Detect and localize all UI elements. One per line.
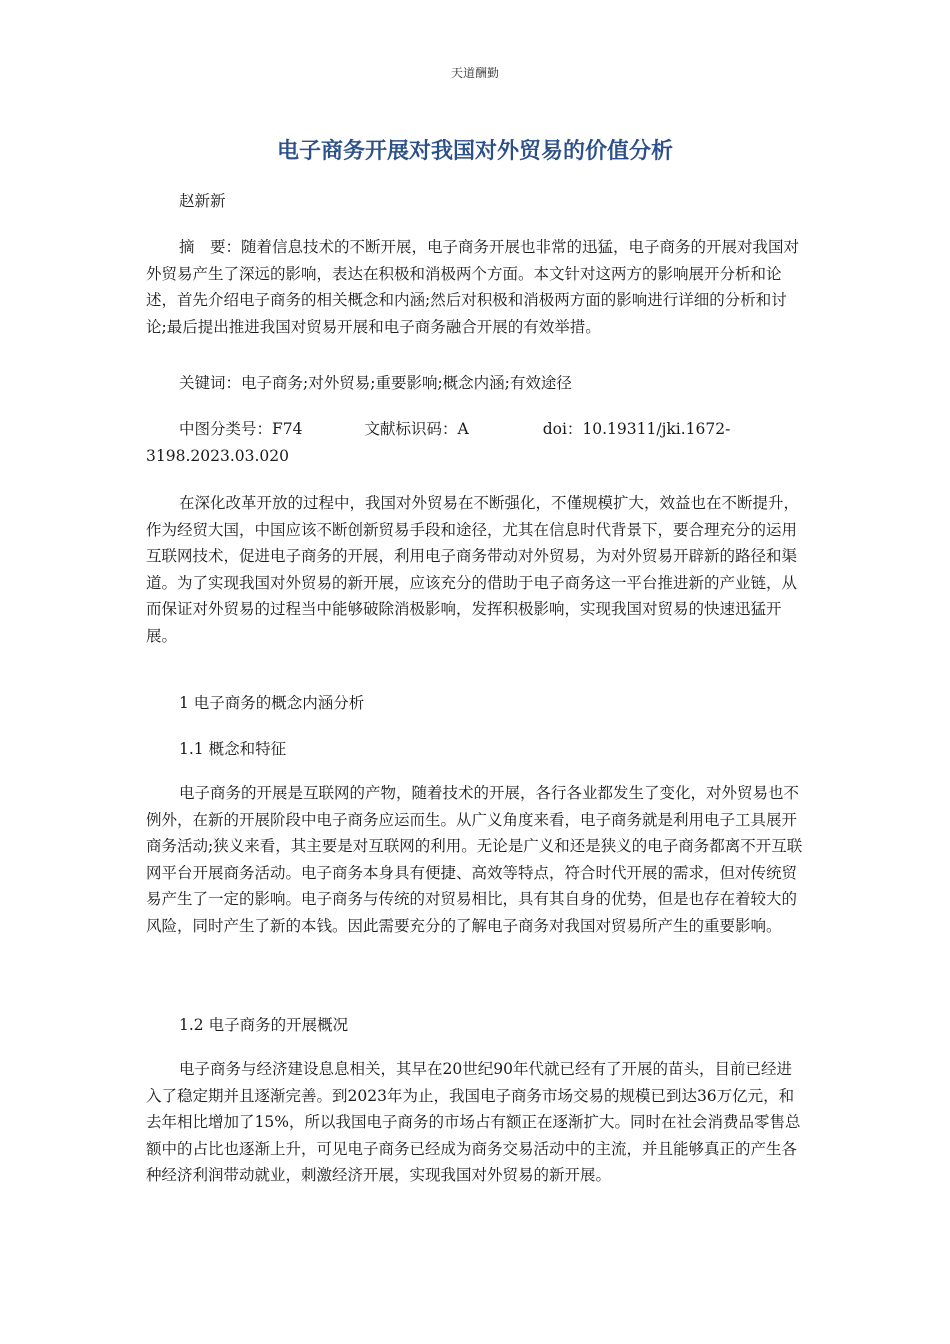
classification-block — [146, 416, 806, 469]
document-code: 文献标识码：A — [364, 420, 469, 438]
author-name: 赵新新 — [179, 192, 226, 210]
section-1-2-paragraph: 电子商务与经济建设息息相关，其早在20世纪90年代就已经有了开展的苗头，目前已经进入了稳定期并且逐渐完善。到2023年为止，我国电子商务市场交易的规模已到达36万亿元，和去年相比增加了15%，所以我国电子商务的市场占有额正在逐渐扩大。同时在社会消费品零售总额中的占比也逐渐上升，可见电子商务已经成为商务交易活动中的主流，并且能够真正的产生各种经济利润带动就业，刺激经济开展，实现我国对外贸易的新开展。 — [146, 1060, 801, 1184]
section-1-2-heading: 1.2 电子商务的开展概况 — [179, 1016, 349, 1034]
section-1-1-paragraph: 电子商务的开展是互联网的产物，随着技术的开展，各行各业都发生了变化，对外贸易也不例外，在新的开展阶段中电子商务应运而生。从广义角度来看，电子商务就是利用电子工具展开商务活动;狭义来看，其主要是对互联网的利用。无论是广义和还是狭义的电子商务都离不开互联网平台开展商务活动。电子商务本身具有便捷、高效等特点，符合时代开展的需求，但对传统贸易产生了一定的影响。电子商务与传统的对贸易相比，具有其自身的优势，但是也存在着较大的风险，同时产生了新的本钱。因此需要充分的了解电子商务对我国对贸易所产生的重要影响。 — [146, 784, 803, 935]
doi-part-1: doi：10.19311/jki.1672- — [542, 420, 731, 438]
clc-number: 中图分类号：F74 — [179, 420, 303, 438]
intro-paragraph: 在深化改革开放的过程中，我国对外贸易在不断强化，不僅规模扩大，效益也在不断提升，作为经贸大国，中国应该不断创新贸易手段和途径，尤其在信息时代背景下，要合理充分的运用互联网技术，促进电子商务的开展，利用电子商务带动对外贸易，为对外贸易开辟新的路径和渠道。为了实现我国对外贸易的新开展，应该充分的借助于电子商务这一平台推进新的产业链，从而保证对外贸易的过程当中能够破除消极影响，发挥积极影响，实现我国对贸易的快速迅猛开展。 — [146, 494, 800, 645]
doi-part-2: 3198.2023.03.020 — [146, 446, 289, 465]
article-title: 电子商务开展对我国对外贸易的价值分析 — [276, 139, 673, 164]
running-header: 天道酬勤 — [450, 66, 499, 80]
abstract-paragraph: 摘 要：随着信息技术的不断开展，电子商务开展也非常的迅猛，电子商务的开展对我国对外贸易产生了深远的影响，表达在积极和消极两个方面。本文针对这两方的影响展开分析和论述，首先介绍电子商务的相关概念和内涵;然后对积极和消极两方面的影响进行详细的分析和讨论;最后提出推进我国对贸易开展和电子商务融合开展的有效举措。 — [146, 238, 800, 336]
section-1-1-heading: 1.1 概念和特征 — [179, 740, 287, 758]
section-1-heading: 1 电子商务的概念内涵分析 — [179, 694, 365, 712]
keywords-line: 关键词：电子商务;对外贸易;重要影响;概念内涵;有效途径 — [179, 374, 572, 392]
